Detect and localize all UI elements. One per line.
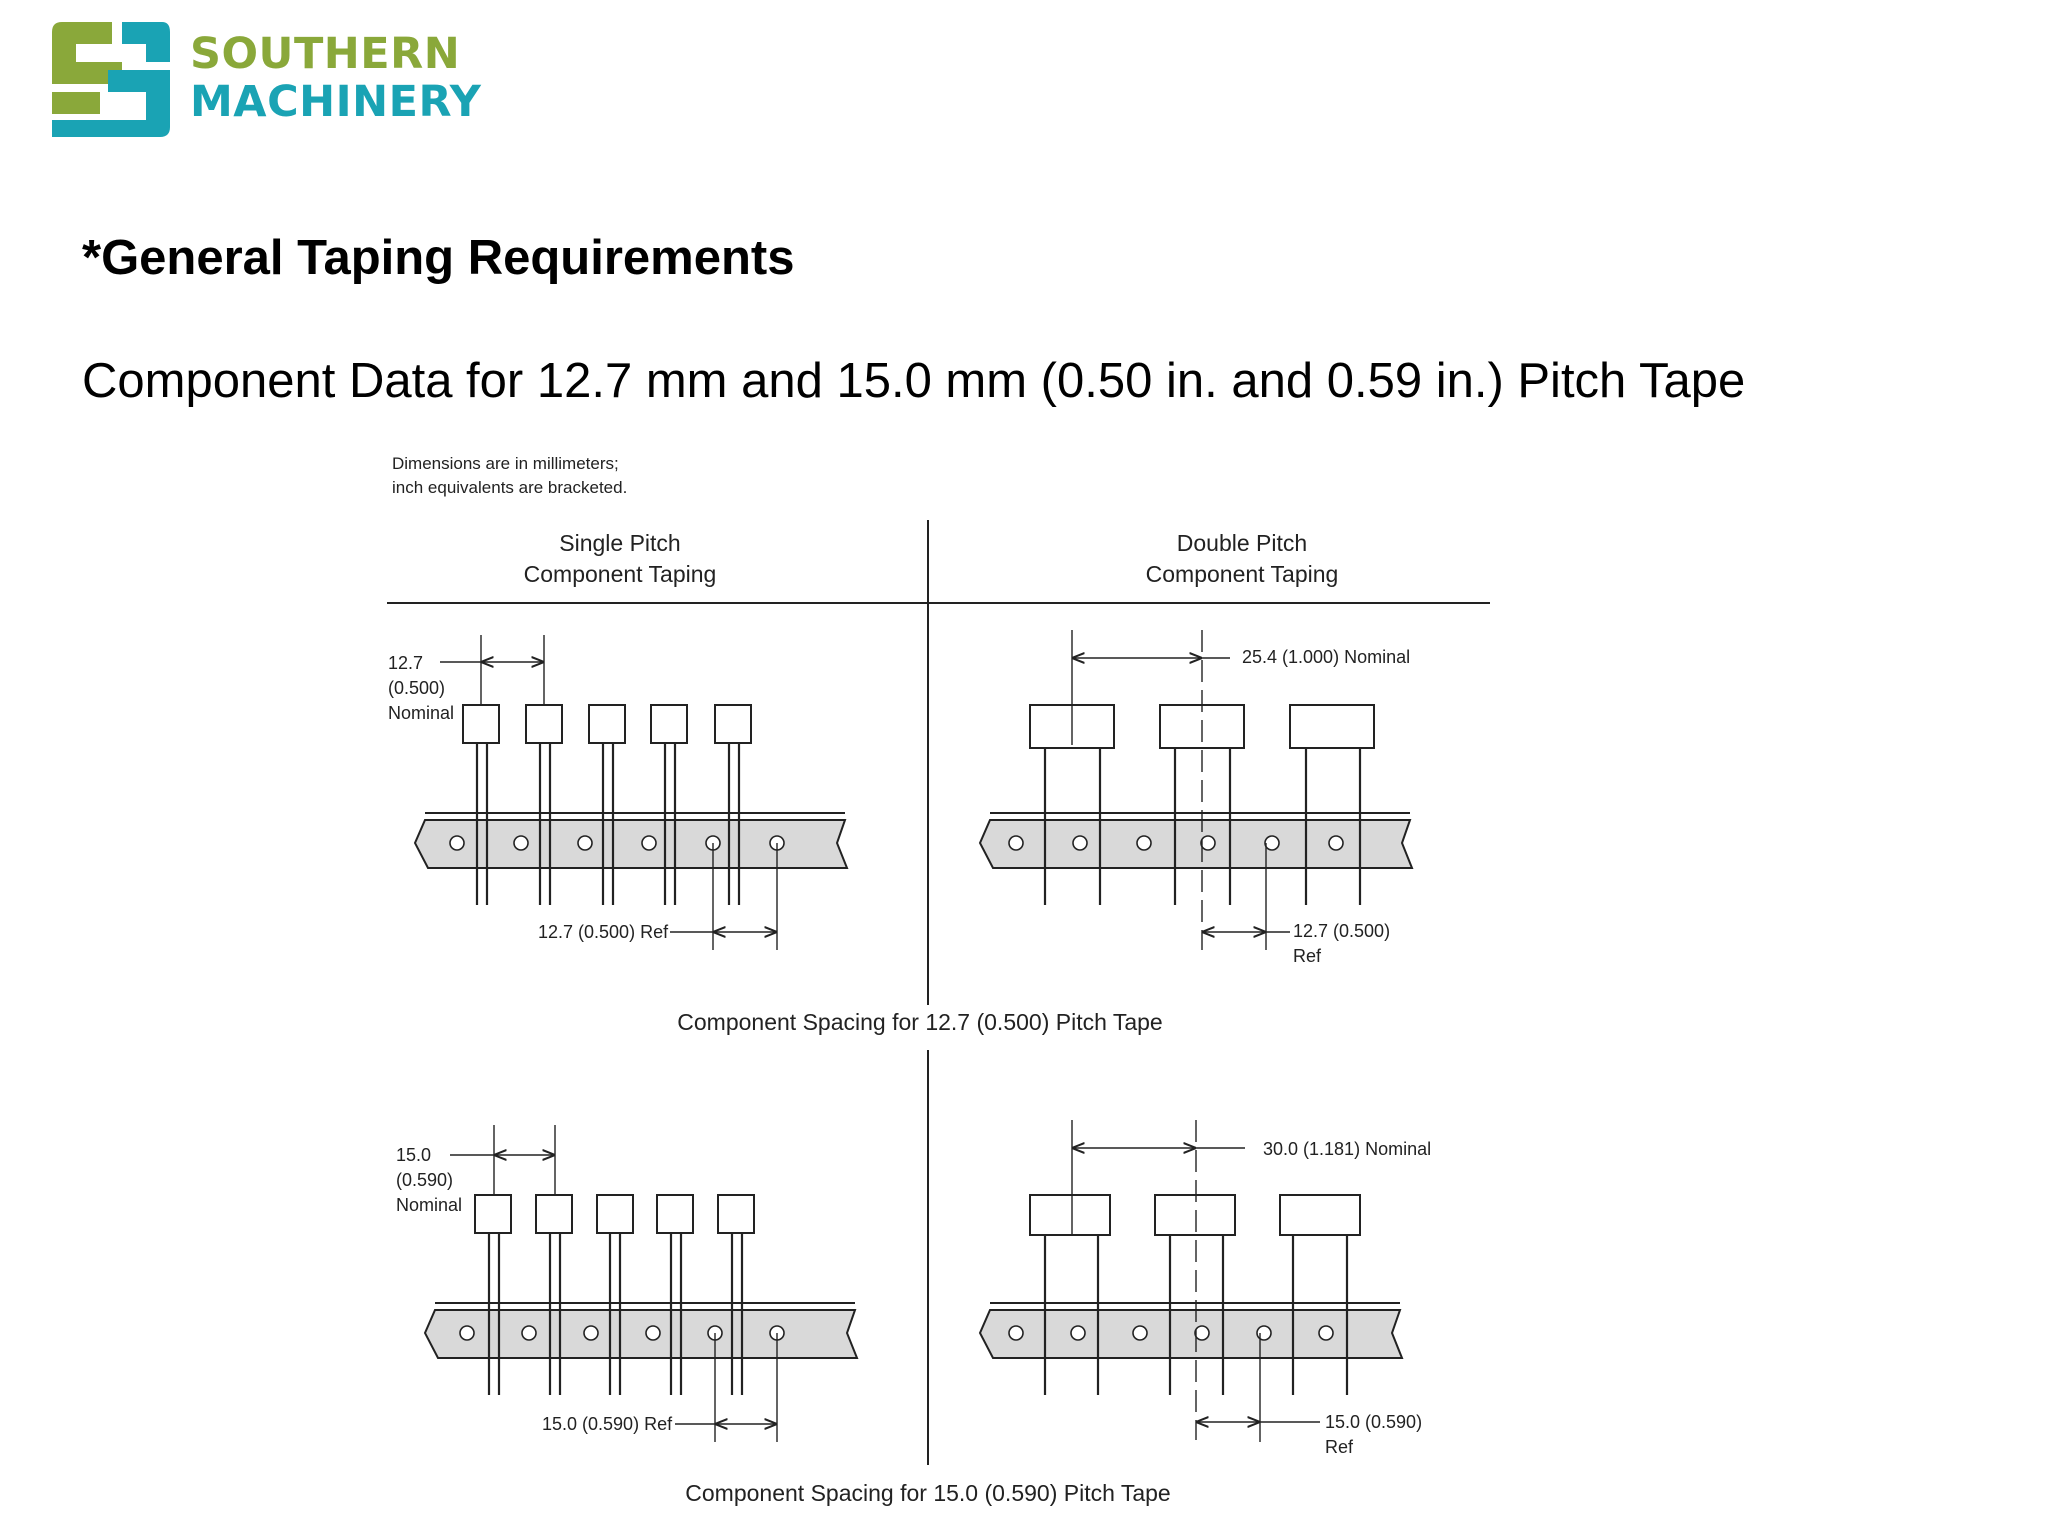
single-nominal-label-15-1: 15.0 xyxy=(396,1145,432,1165)
double-nominal-label: 25.4 (1.000) Nominal xyxy=(1242,647,1411,667)
units-note-line-1: Dimensions are in millimeters; xyxy=(392,454,619,473)
taping-diagram xyxy=(380,445,1510,1520)
double-pitch-panel-25-4 xyxy=(980,630,1412,950)
caption-15-0: Component Spacing for 15.0 (0.590) Pitch Tape xyxy=(685,1480,1171,1506)
double-ref-label-15-1: 15.0 (0.590) xyxy=(1325,1412,1423,1432)
single-nominal-label-15-2: (0.590) xyxy=(396,1170,454,1190)
double-ref-label-1: 12.7 (0.500) xyxy=(1293,921,1391,941)
units-note-line-2: inch equivalents are bracketed. xyxy=(392,478,628,497)
double-pitch-header-1: Double Pitch xyxy=(1176,530,1308,556)
single-pitch-panel-12-7 xyxy=(415,635,847,950)
single-nominal-label-2: (0.500) xyxy=(388,678,446,698)
single-pitch-panel-15-0 xyxy=(425,1125,857,1442)
caption-12-7: Component Spacing for 12.7 (0.500) Pitch Tape xyxy=(677,1009,1163,1035)
double-ref-label-15-2: Ref xyxy=(1325,1437,1354,1457)
page-subtitle: Component Data for 12.7 mm and 15.0 mm (0.50 in. and 0.59 in.) Pitch Tape xyxy=(82,354,1746,408)
single-pitch-header-2: Component Taping xyxy=(523,561,717,587)
single-nominal-label-15-3: Nominal xyxy=(396,1195,463,1215)
brand-name xyxy=(190,30,481,126)
double-nominal-label-30: 30.0 (1.181) Nominal xyxy=(1263,1139,1432,1159)
single-nominal-label-1: 12.7 xyxy=(388,653,424,673)
single-ref-label: 12.7 (0.500) Ref xyxy=(538,922,669,942)
brand-line-2: MACHINERY xyxy=(190,77,482,127)
single-ref-label-15: 15.0 (0.590) Ref xyxy=(542,1414,673,1434)
page-title: *General Taping Requirements xyxy=(82,231,795,285)
single-nominal-label-3: Nominal xyxy=(388,703,455,723)
double-pitch-panel-30-0 xyxy=(980,1120,1402,1442)
double-pitch-header-2: Component Taping xyxy=(1145,561,1339,587)
double-ref-label-2: Ref xyxy=(1293,946,1322,966)
brand-line-1: SOUTHERN xyxy=(190,29,461,79)
single-pitch-header-1: Single Pitch xyxy=(559,530,681,556)
